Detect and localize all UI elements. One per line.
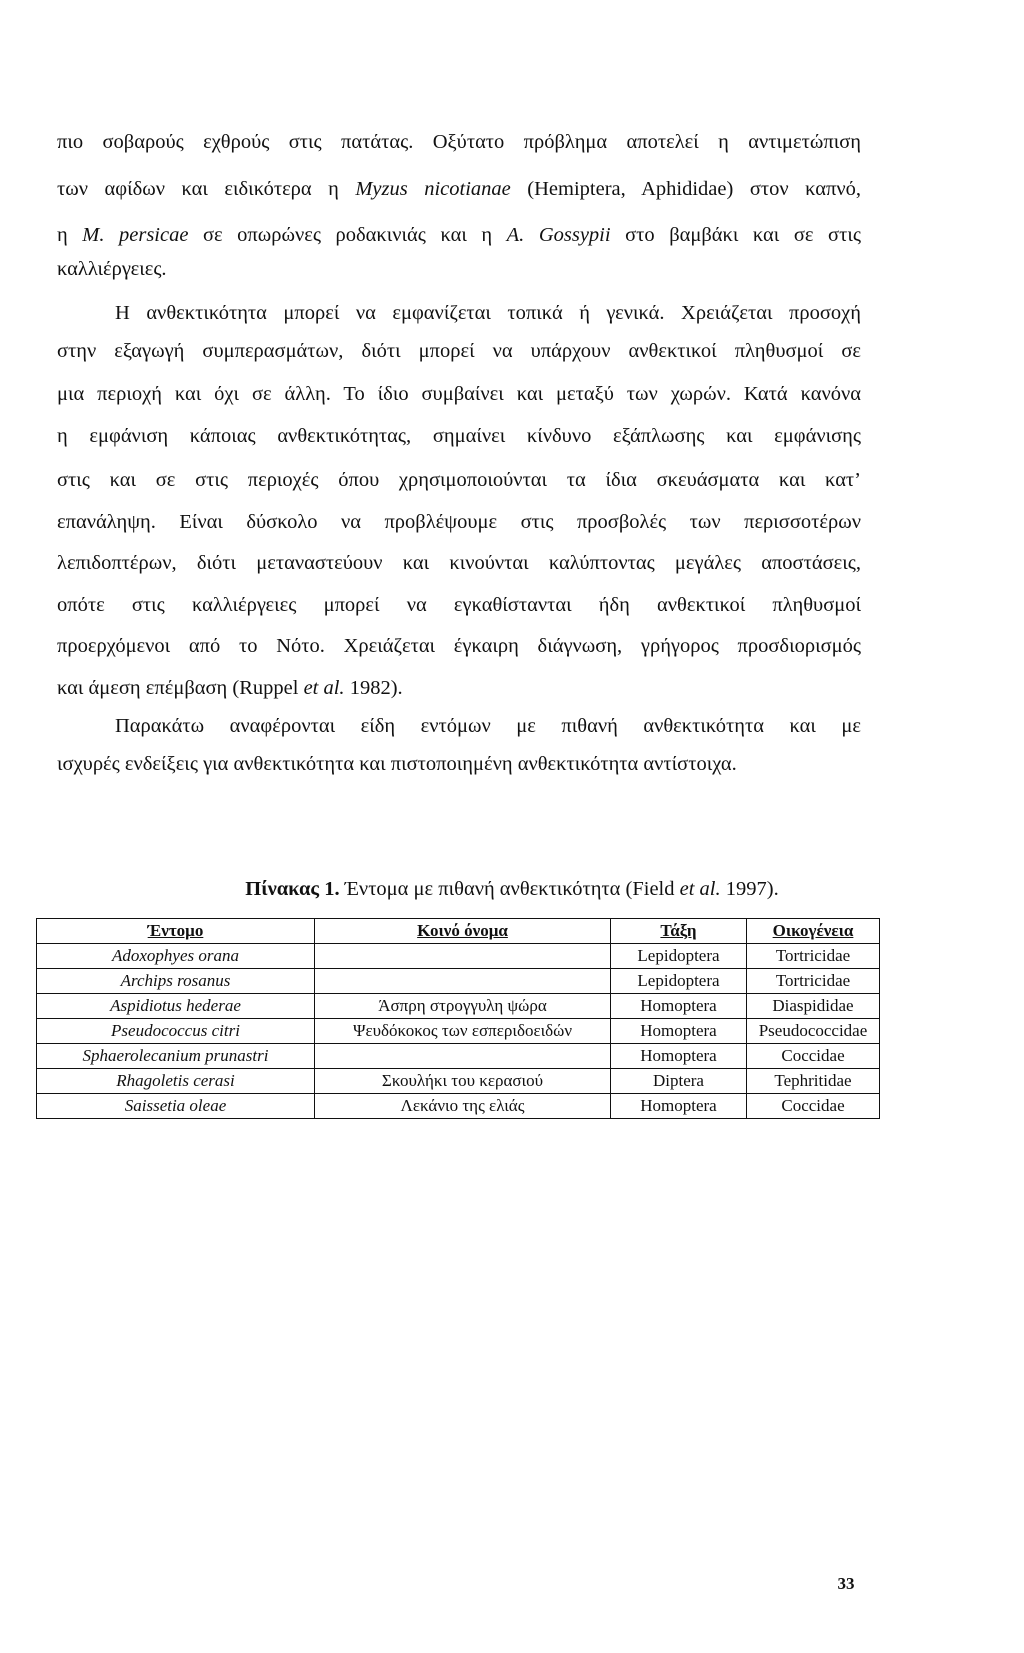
species-cell: Sphaerolecanium prunastri: [37, 1044, 315, 1069]
species-cell: Pseudococcus citri: [37, 1019, 315, 1044]
family-cell: Pseudococcidae: [747, 1019, 880, 1044]
species-cell: Adoxophyes orana: [37, 944, 315, 969]
common-name-cell: Άσπρη στρογγυλη ψώρα: [315, 994, 611, 1019]
family-cell: Diaspididae: [747, 994, 880, 1019]
table-row: [37, 1019, 880, 1044]
family-cell: Tephritidae: [747, 1069, 880, 1094]
order-cell: Homoptera: [611, 994, 747, 1019]
table-header-row: [37, 919, 880, 944]
column-header-order: Τάξη: [611, 919, 747, 944]
order-cell: Homoptera: [611, 1019, 747, 1044]
family-cell: Tortricidae: [747, 944, 880, 969]
family-cell: Coccidae: [747, 1094, 880, 1119]
species-table: [36, 918, 880, 1119]
page-number: 33: [837, 1574, 855, 1593]
order-cell: Lepidoptera: [611, 944, 747, 969]
paragraph-line: στις και σε στις περιοχές όπου χρησιμοποιούνται τα ίδια σκευάσματα και κατ’: [57, 469, 861, 491]
paragraph-line: προερχόμενοι από το Νότο. Χρειάζεται έγκαιρη διάγνωση, γρήγορος προσδιορισμός: [57, 635, 861, 657]
family-cell: Tortricidae: [747, 969, 880, 994]
family-cell: Coccidae: [747, 1044, 880, 1069]
paragraph-line: η M. persicae σε οπωρώνες ροδακινιάς και η A. Gossypii στο βαμβάκι και σε στις: [57, 224, 861, 246]
common-name-cell: Λεκάνιο της ελιάς: [315, 1094, 611, 1119]
column-header-species: Έντομο: [37, 919, 315, 944]
common-name-cell: [315, 969, 611, 994]
paragraph-line: η εμφάνιση κάποιας ανθεκτικότητας, σημαίνει κίνδυνο εξάπλωσης και εμφάνισης: [57, 425, 861, 447]
paragraph-line: επανάληψη. Είναι δύσκολο να προβλέψουμε στις προσβολές των περισσοτέρων: [57, 511, 861, 533]
species-cell: Aspidiotus hederae: [37, 994, 315, 1019]
paragraph-line: καλλιέργειες.: [57, 258, 167, 280]
paragraph-line: των αφίδων και ειδικότερα η Myzus nicotianae (Hemiptera, Aphididae) στον καπνό,: [57, 178, 862, 200]
paragraph-line: ισχυρές ενδείξεις για ανθεκτικότητα και πιστοποιημένη ανθεκτικότητα αντίστοιχα.: [57, 753, 737, 775]
paragraph-line: λεπιδοπτέρων, διότι μεταναστεύουν και κινούνται καλύπτοντας μεγάλες αποστάσεις,: [57, 552, 861, 574]
paragraph-line: πιο σοβαρούς εχθρούς στις πατάτας. Οξύτατο πρόβλημα αποτελεί η αντιμετώπιση: [57, 131, 861, 153]
table-row: [37, 1069, 880, 1094]
paragraph-line: και άμεση επέμβαση (Ruppel et al. 1982).: [57, 677, 403, 699]
species-cell: Archips rosanus: [37, 969, 315, 994]
species-cell: Saissetia oleae: [37, 1094, 315, 1119]
order-cell: Lepidoptera: [611, 969, 747, 994]
paragraph-line: Η ανθεκτικότητα μπορεί να εμφανίζεται τοπικά ή γενικά. Χρειάζεται προσοχή: [115, 302, 861, 324]
species-cell: Rhagoletis cerasi: [37, 1069, 315, 1094]
paragraph-line: Παρακάτω αναφέρονται είδη εντόμων με πιθανή ανθεκτικότητα και με: [115, 715, 861, 737]
column-header-family: Οικογένεια: [747, 919, 880, 944]
paragraph-line: οπότε στις καλλιέργειες μπορεί να εγκαθίστανται ήδη ανθεκτικοί πληθυσμοί: [57, 594, 861, 616]
table-row: [37, 969, 880, 994]
common-name-cell: Ψευδόκοκος των εσπεριδοειδών: [315, 1019, 611, 1044]
paragraph-line: μια περιοχή και όχι σε άλλη. Το ίδιο συμβαίνει και μεταξύ των χωρών. Κατά κανόνα: [57, 383, 861, 405]
table-row: [37, 994, 880, 1019]
common-name-cell: [315, 944, 611, 969]
paragraph-line: στην εξαγωγή συμπερασμάτων, διότι μπορεί να υπάρχουν ανθεκτικοί πληθυσμοί σε: [57, 340, 861, 362]
order-cell: Homoptera: [611, 1094, 747, 1119]
common-name-cell: Σκουλήκι του κερασιού: [315, 1069, 611, 1094]
table-caption: Πίνακας 1. Έντομα με πιθανή ανθεκτικότητα (Field et al. 1997).: [245, 878, 779, 900]
table-row: [37, 1094, 880, 1119]
table-row: [37, 1044, 880, 1069]
order-cell: Homoptera: [611, 1044, 747, 1069]
table-row: [37, 944, 880, 969]
order-cell: Diptera: [611, 1069, 747, 1094]
common-name-cell: [315, 1044, 611, 1069]
column-header-common-name: Κοινό όνομα: [315, 919, 611, 944]
